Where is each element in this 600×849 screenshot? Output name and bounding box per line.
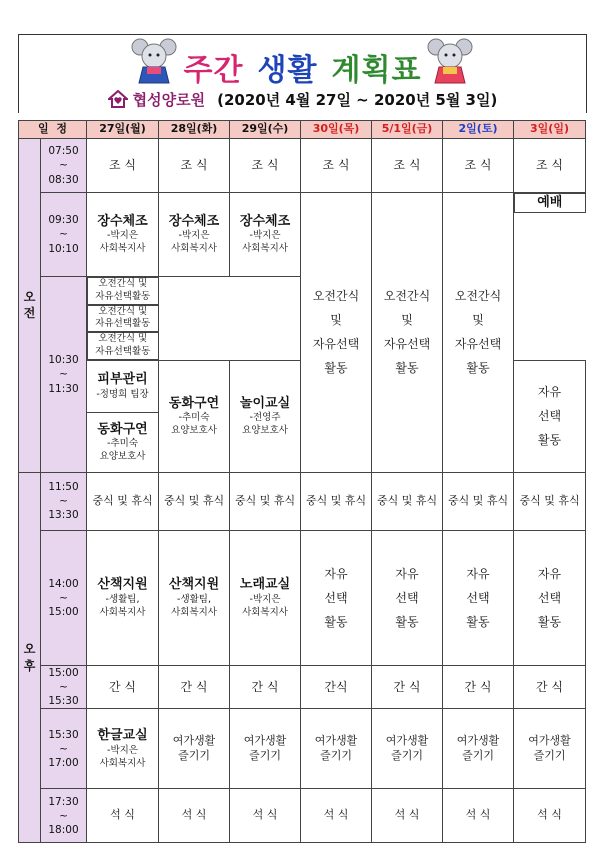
cell-leisure: 여가생활 즐기기 xyxy=(159,709,230,789)
section-morning: 오 전 xyxy=(19,139,41,473)
cell-dinner: 석 식 xyxy=(372,789,443,843)
time-slot: 07:50 ~ 08:30 xyxy=(41,139,87,193)
cell-dinner: 석 식 xyxy=(443,789,514,843)
subtitle xyxy=(19,89,586,110)
section-afternoon: 오 후 xyxy=(19,472,41,843)
cell-dinner: 석 식 xyxy=(301,789,372,843)
cell-lunch: 중식 및 휴식 xyxy=(230,472,301,530)
cell-snack-free: 오전간식 및 자유선택활동 xyxy=(87,332,159,360)
time-slot: 14:00 ~ 15:00 xyxy=(41,530,87,665)
cell-program: 한글교실 -박지은 사회복지사 xyxy=(87,709,159,789)
cell-breakfast: 조 식 xyxy=(514,139,586,193)
title-word-life: 생활 xyxy=(257,53,318,88)
cell-program: 장수체조 -박지은 사회복지사 xyxy=(159,193,230,277)
cell-dinner: 석 식 xyxy=(159,789,230,843)
cell-snack: 간 식 xyxy=(87,665,159,709)
cell-snack-free: 오전간식 및 자유선택활동 xyxy=(87,305,159,333)
cell-lunch: 중식 및 휴식 xyxy=(87,472,159,530)
cell-program: 산책지원 -생활팀, 사회복지사 xyxy=(87,530,159,665)
title-frame xyxy=(18,34,587,113)
cell-lunch: 중식 및 휴식 xyxy=(301,472,372,530)
schedule-period: (2020년 4월 27일 ~ 2020년 5월 3일) xyxy=(217,91,498,109)
time-slot: 15:00 ~ 15:30 xyxy=(41,665,87,709)
cell-leisure: 여가생활 즐기기 xyxy=(230,709,301,789)
table-row xyxy=(19,193,586,277)
table-row xyxy=(19,789,586,843)
table-row xyxy=(19,472,586,530)
cell-leisure: 여가생활 즐기기 xyxy=(514,709,586,789)
title-word-plan: 계획표 xyxy=(331,53,422,88)
time-slot: 17:30 ~ 18:00 xyxy=(41,789,87,843)
col-header-sat: 2일(토) xyxy=(443,121,514,139)
cell-leisure: 여가생활 즐기기 xyxy=(301,709,372,789)
weekly-schedule-table xyxy=(18,120,586,843)
cell-snack: 간식 xyxy=(301,665,372,709)
cell-am-free-activity: 오전간식 및 자유선택 활동 xyxy=(301,193,372,473)
table-row xyxy=(19,530,586,665)
cell-free-activity: 자유 선택 활동 xyxy=(514,530,586,665)
cell-leisure: 여가생활 즐기기 xyxy=(443,709,514,789)
col-header-sun: 3일(일) xyxy=(514,121,586,139)
cell-free-activity: 자유 선택 활동 xyxy=(514,360,586,472)
cell-lunch: 중식 및 휴식 xyxy=(159,472,230,530)
cell-program: 동화구연 -추미숙 요양보호사 xyxy=(159,360,230,472)
cell-free-activity: 자유 선택 활동 xyxy=(301,530,372,665)
cell-lunch: 중식 및 휴식 xyxy=(372,472,443,530)
cell-dinner: 석 식 xyxy=(230,789,301,843)
title-word-weekly: 주간 xyxy=(183,53,244,88)
table-row xyxy=(19,665,586,709)
cell-breakfast: 조 식 xyxy=(372,139,443,193)
cell-leisure: 여가생활 즐기기 xyxy=(372,709,443,789)
header-row xyxy=(19,121,586,139)
time-slot: 11:50 ~ 13:30 xyxy=(41,472,87,530)
cell-breakfast: 조 식 xyxy=(230,139,301,193)
cell-snack: 간 식 xyxy=(372,665,443,709)
time-slot: 15:30 ~ 17:00 xyxy=(41,709,87,789)
cell-breakfast: 조 식 xyxy=(159,139,230,193)
organization-name: 협성양로원 xyxy=(132,91,206,109)
cell-program: 산책지원 -생활팀, 사회복지사 xyxy=(159,530,230,665)
cell-program: 동화구연 -추미숙 요양보호사 xyxy=(87,412,159,472)
col-header-schedule: 일 정 xyxy=(19,121,87,139)
cell-program: 장수체조 -박지은 사회복지사 xyxy=(230,193,301,277)
time-slot: 09:30 ~ 10:10 xyxy=(41,193,87,277)
col-header-wed: 29일(수) xyxy=(230,121,301,139)
cell-program: 놀이교실 -전영주 요양보호사 xyxy=(230,360,301,472)
home-icon xyxy=(108,90,128,108)
table-row xyxy=(19,709,586,789)
cell-free-activity: 자유 선택 활동 xyxy=(443,530,514,665)
col-header-mon: 27일(월) xyxy=(87,121,159,139)
cell-snack: 간 식 xyxy=(159,665,230,709)
cell-dinner: 석 식 xyxy=(87,789,159,843)
table-row xyxy=(19,139,586,193)
cell-lunch: 중식 및 휴식 xyxy=(443,472,514,530)
cell-dinner: 석 식 xyxy=(514,789,586,843)
col-header-fri: 5/1일(금) xyxy=(372,121,443,139)
cell-program: 노래교실 -박지은 사회복지사 xyxy=(230,530,301,665)
cell-worship: 예배 xyxy=(514,193,586,213)
col-header-tue: 28일(화) xyxy=(159,121,230,139)
cell-free-activity: 자유 선택 활동 xyxy=(372,530,443,665)
cell-lunch: 중식 및 휴식 xyxy=(514,472,586,530)
cell-program: 장수체조 -박지은 사회복지사 xyxy=(87,193,159,277)
cell-program: 피부관리 -정명희 팀장 xyxy=(87,360,159,412)
page-title xyxy=(19,45,586,89)
time-slot: 10:30 ~ 11:30 xyxy=(41,277,87,473)
cell-snack: 간 식 xyxy=(230,665,301,709)
cell-breakfast: 조 식 xyxy=(443,139,514,193)
col-header-thu: 30일(목) xyxy=(301,121,372,139)
cell-breakfast: 조 식 xyxy=(87,139,159,193)
cell-snack-free: 오전간식 및 자유선택활동 xyxy=(87,277,159,305)
cell-snack: 간 식 xyxy=(443,665,514,709)
cell-breakfast: 조 식 xyxy=(301,139,372,193)
cell-am-free-activity: 오전간식 및 자유선택 활동 xyxy=(372,193,443,473)
cell-snack: 간 식 xyxy=(514,665,586,709)
cell-am-free-activity: 오전간식 및 자유선택 활동 xyxy=(443,193,514,473)
